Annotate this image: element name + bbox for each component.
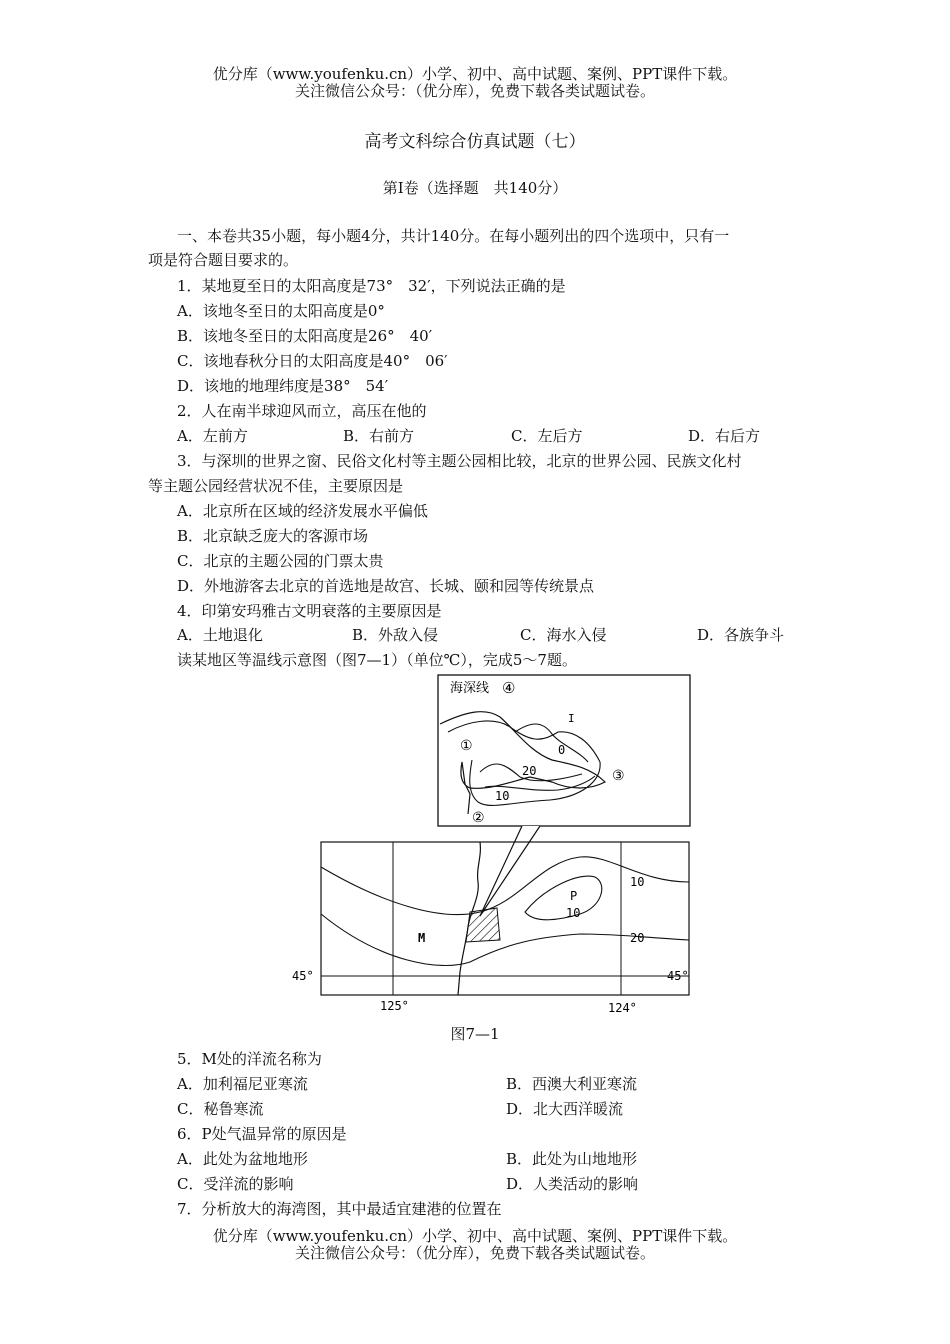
intro-line-1: 一、本卷共35小题，每小题4分，共计140分。在每小题列出的四个选项中，只有一 [177,227,730,245]
q5-option-b: B．西澳大利亚寒流 [506,1075,638,1093]
label-m: M [418,931,426,945]
q6-stem: 6．P处气温异常的原因是 [177,1125,347,1143]
q2-option-d: D．右后方 [688,427,761,445]
q5-option-c: C．秘鲁寒流 [177,1100,264,1118]
figure-caption: 图7—1 [450,1025,500,1043]
reading-prompt: 读某地区等温线示意图（图7—1）（单位℃），完成5～7题。 [177,651,577,669]
inset-marker-2: ② [472,810,485,826]
label-p: P [570,889,578,903]
hatched-region [466,908,500,942]
q6-option-b: B．此处为山地地形 [506,1150,638,1168]
q4-option-a: A．土地退化 [177,626,263,644]
q4-option-c: C．海水入侵 [520,626,607,644]
inset-label-i: I [568,712,575,725]
q1-option-d: D．该地的地理纬度是38° 54′ [177,377,389,395]
label-lat-left: 45° [292,969,314,983]
q3-option-d: D．外地游客去北京的首选地是故宫、长城、颐和园等传统景点 [177,577,595,595]
exam-title: 高考文科综合仿真试题（七） [364,132,586,152]
q3-stem-line-1: 3．与深圳的世界之窗、民俗文化村等主题公园相比较，北京的世界公园、民族文化村 [177,452,742,470]
inset-callout [480,826,540,916]
q5-option-d: D．北大西洋暖流 [506,1100,624,1118]
q6-option-c: C．受洋流的影响 [177,1175,294,1193]
isotherm-map-figure [290,672,710,1022]
q3-option-a: A．北京所在区域的经济发展水平偏低 [177,502,428,520]
page-footer [0,1228,950,1262]
label-lat-right: 45° [667,969,689,983]
label-lon-left: 125° [380,999,409,1013]
inset-marker-3: ③ [612,768,625,784]
q3-option-c: C．北京的主题公园的门票太贵 [177,552,384,570]
intro-line-2: 项是符合题目要求的。 [148,251,299,269]
q4-option-d: D．各族争斗 [697,626,785,644]
inset-label-20: 20 [522,764,537,778]
q6-option-d: D．人类活动的影响 [506,1175,639,1193]
q3-stem-line-2: 等主题公园经营状况不佳，主要原因是 [148,477,404,495]
q1-option-b: B．该地冬至日的太阳高度是26° 40′ [177,327,433,345]
q5-stem: 5．M处的洋流名称为 [177,1050,322,1068]
label-10-upper: 10 [630,875,645,889]
inset-marker-4: ④ [502,679,516,697]
q1-stem: 1．某地夏至日的太阳高度是73° 32′，下列说法正确的是 [177,277,566,295]
label-lon-right: 124° [608,1001,637,1015]
header-line-1: 优分库（www.youfenku.cn）小学、初中、高中试题、案例、PPT课件下载。 [212,65,738,83]
isotherm-p-loop [525,876,602,920]
footer-line-2: 关注微信公众号：（优分库），免费下载各类试题试卷。 [294,1244,655,1262]
q2-option-b: B．右前方 [343,427,415,445]
inset-label-0: 0 [558,743,566,757]
q1-option-a: A．该地冬至日的太阳高度是0° [177,302,385,320]
page-header [0,66,950,100]
q2-stem: 2．人在南半球迎风而立，高压在他的 [177,402,427,420]
header-line-2: 关注微信公众号：（优分库），免费下载各类试题试卷。 [294,82,655,100]
inset-marker-1: ① [460,738,473,754]
q2-option-a: A．左前方 [177,427,248,445]
q7-stem: 7．分析放大的海湾图，其中最适宜建港的位置在 [177,1200,502,1218]
inset-label-10: 10 [495,789,510,803]
q4-option-b: B．外敌入侵 [352,626,439,644]
q1-option-c: C．该地春秋分日的太阳高度是40° 06′ [177,352,448,370]
label-20-lower: 20 [630,931,645,945]
q2-option-c: C．左后方 [511,427,583,445]
section-title: 第Ⅰ卷（选择题 共140分） [382,179,568,197]
q4-stem: 4．印第安玛雅古文明衰落的主要原因是 [177,602,442,620]
label-10-loop: 10 [566,906,581,920]
inset-title: 海深线 [450,681,490,696]
q5-option-a: A．加利福尼亚寒流 [177,1075,308,1093]
q6-option-a: A．此处为盆地地形 [177,1150,308,1168]
q3-option-b: B．北京缺乏庞大的客源市场 [177,527,369,545]
footer-line-1: 优分库（www.youfenku.cn）小学、初中、高中试题、案例、PPT课件下载。 [212,1227,738,1245]
